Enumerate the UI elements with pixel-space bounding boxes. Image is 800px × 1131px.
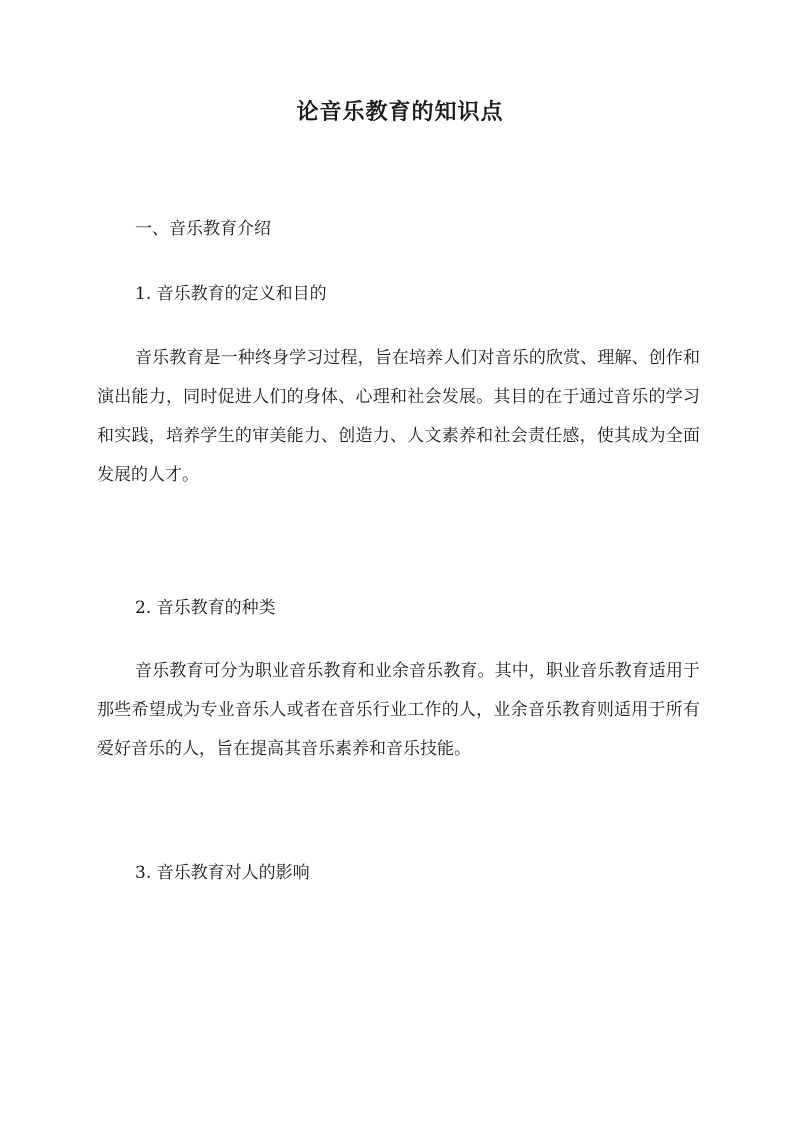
section-heading-intro: 一、音乐教育介绍 [135,219,271,239]
subheading-types: 2. 音乐教育的种类 [135,598,276,618]
paragraph-types: 音乐教育可分为职业音乐教育和业余音乐教育。其中，职业音乐教育适用于那些希望成为专业音乐人或者在音乐行业工作的人，业余音乐教育则适用于所有爱好音乐的人，旨在提高其音乐素养和音乐技能。 [97,661,700,759]
subheading-definition-purpose: 1. 音乐教育的定义和目的 [135,284,327,304]
document-title: 论音乐教育的知识点 [296,99,504,125]
paragraph-definition-purpose: 音乐教育是一种终身学习过程，旨在培养人们对音乐的欣赏、理解、创作和演出能力，同时促进人们的身体、心理和社会发展。其目的在于通过音乐的学习和实践，培养学生的审美能力、创造力、人文素养和社会责任感，使其成为全面发展的人才。 [97,348,700,485]
subheading-influence: 3. 音乐教育对人的影响 [135,863,310,883]
